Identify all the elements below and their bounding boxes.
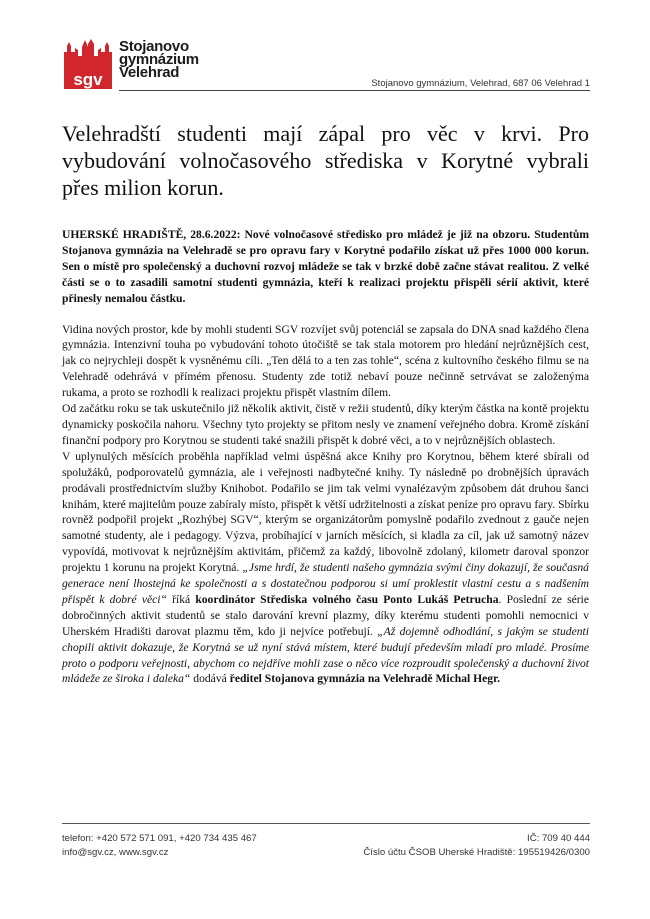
school-name-line: Velehrad — [119, 64, 180, 81]
paragraph-text: V uplynulých měsících proběhla například velmi úspěšná akce Knihy pro Korytnou, během které sbírali od spolužáků, podporovatelů gymnázia, ale i veřejnosti nadbytečné knihy. Ty následně po drobnějších úpravách prodávali prostřednictvím služby Knihobot. Podařilo se jim tak velmi vynalézavým způsobem dát druhou šanci knihám, které majitelům pouze zabíraly místo, přispět k větší udržitelnosti a získat peníze pro opravu fary. Sbírku rovněž podpořil projekt „Rozhýbej SGV“, kterým se organizátorům pomyslně podařilo zvednout z gauče nejen samotné studenty, ale i pedagogy. Výzva, probíhající v jarních měsících, si kladla za cíl, jak už samotný název vypovídá, motivovat k nejrůznějším aktivitám, přičemž za každý, libovolně zdolaný, kilometr daroval sponzor projektu 1 korunu na projekt Korytná. — [62, 449, 589, 575]
article-title: Velehradští studenti mají zápal pro věc v krvi. Pro vybudování volnočasového střediska v Korytné vybrali přes milion korun. — [62, 121, 589, 200]
header-divider — [119, 90, 590, 91]
paragraph: Vidina nových prostor, kde by mohli studenti SGV rozvíjet svůj potenciál se zapsala do DNA snad každého člena gymnázia. Intenzivní touha po vybudování tohoto útočiště se tak stala motorem pro hledání nejrůznějších cest, jak co nejrychleji dospět k vysněnému cíli. „Ten dělá to a ten zas tohle“, scéna z kultovního českého filmu se na Velehradě odehrává v přímém přenosu. Studenty zde totiž nebaví pouze nečinně setrvávat se založenýma rukama, a proto se rozhodli k realizaci projektu přispět vlastním dílem. — [62, 322, 589, 400]
footer-ic: IČ: 709 40 444 — [527, 833, 590, 844]
footer-company-info — [363, 832, 590, 860]
footer-email-web: info@sgv.cz, www.sgv.cz — [62, 847, 169, 858]
school-logo-icon — [62, 38, 114, 90]
speaker: ředitel Stojanova gymnázia na Velehradě Michal Hegr. — [229, 672, 501, 686]
paragraph: Od začátku roku se tak uskutečnilo již několik aktivit, čistě v režii studentů, díky kterým částka na kontě projektu dynamicky poskočila nahoru. Všechny tyto projekty se přitom nesly ve znamení veřejného dobra. Kromě získání finanční podpory pro Korytnou se studenti také snažili přispět k dobré věci, a to v nejrůznějších oblastech. — [62, 402, 589, 447]
school-name — [119, 40, 199, 79]
quote: „Až dojemně odhodlání, s jakým se studenti chopili aktivit dokazuje, že Korytná se už nyní stává místem, které budují především mladí pro mladé. Prosíme proto o podporu veřejnosti, abychom co nejdříve mohli zase o něco více rozproudit společenský a duchovní život mládeže ze široka i daleka“ — [62, 624, 589, 686]
school-name-line: gymnázium — [119, 51, 199, 68]
paragraph-text: . Poslední ze série dobročinných aktivit studentů se stalo darování krevní plazmy, díky kterému studenti pomohli nemocnici v Uherském Hradišti darovat plazmu těm, kdo ji nejvíce potřebují. — [62, 592, 589, 638]
school-address: Stojanovo gymnázium, Velehrad, 687 06 Velehrad 1 — [371, 78, 590, 89]
speaker: koordinátor Střediska volného času Ponto Lukáš Petrucha — [195, 592, 499, 606]
article-lead: UHERSKÉ HRADIŠTĚ, 28.6.2022: Nové volnočasové středisko pro mládež je již na obzoru. Studentům Stojanova gymnázia na Velehradě se pro opravu fary v Korytné podařilo získat už přes 1000 000 korun. Sen o místě pro společenský a duchovní rozvoj mládeže se tak v brzké době začne stávat realitou. Z velké části se o to zasadili samotní studenti gymnázia, kteří k realizaci projektu přispěli sérií aktivit, které přinesly nemalou částku. — [62, 228, 589, 305]
paragraph — [62, 449, 589, 688]
quote: „Jsme hrdí, že studenti našeho gymnázia svými činy dokazují, že současná generace není lhostejná ke společnosti a s dostatečnou podporou si umí proklestit vlastní cestu a s nadšením přispět k dobré věci“ — [62, 561, 589, 606]
paragraph-text: dodává — [193, 672, 227, 686]
footer-contacts — [62, 832, 257, 860]
footer-phone: telefon: +420 572 571 091, +420 734 435 467 — [62, 833, 257, 844]
footer-bank-account: Číslo účtu ČSOB Uherské Hradiště: 195519426/0300 — [363, 847, 590, 858]
article-body — [62, 227, 589, 687]
footer-divider — [62, 823, 590, 824]
school-name-line: Stojanovo — [119, 38, 189, 55]
letterhead — [62, 38, 590, 98]
logo-letters: sgv — [73, 70, 103, 89]
paragraph-text: říká — [172, 592, 191, 606]
